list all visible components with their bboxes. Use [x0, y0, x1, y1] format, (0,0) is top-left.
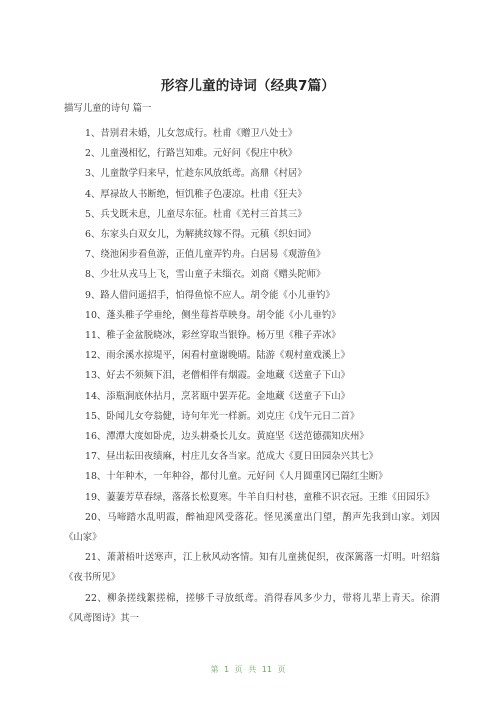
- poem-line: 12、雨余溪水掠堤平，闲看村童谢晚晴。陆游《观村童戏溪上》: [85, 350, 351, 362]
- section-heading: 描写儿童的诗句 篇一: [64, 103, 152, 114]
- poem-line: 6、东家头白双女儿，为解挑纹嫁不得。元稹《织妇词》: [85, 229, 316, 241]
- poem-line: 15、卧闻儿女夸翁健，诗句年光一样新。刘克庄《戊午元日二首》: [85, 410, 360, 422]
- poem-list: [64, 124, 440, 629]
- poem-line: 13、好去不须频下泪，老僧相伴有烟霞。金地藏《送童子下山》: [85, 370, 351, 382]
- poem-line: 11、稚子金盆脱晓冰，彩丝穿取当银铮。杨万里《稚子弄冰》: [85, 330, 341, 342]
- poem-line: 10、蓬头稚子学垂纶，侧坐莓苔草映身。胡令能《小儿垂钓》: [85, 309, 341, 321]
- page-footer: 第 1 页 共 11 页: [210, 665, 286, 674]
- poem-line: 8、少壮从戎马上飞，雪山童子未缁衣。刘商《赠头陀师》: [85, 269, 326, 281]
- poem-line: 4、厚禄故人书断绝，恒饥稚子色凄凉。杜甫《狂夫》: [85, 188, 307, 200]
- poem-line: 18、十年种木，一年种谷，都付儿童。元好问《人月圆重冈已隔红尘断》: [85, 471, 388, 483]
- poem-line: 21、萧萧梧叶送寒声，江上秋风动客情。知有儿童挑促织，夜深篱落一灯明。叶绍翁《夜书所见》: [64, 552, 440, 584]
- poem-line: 22、柳条搓线絮搓棉，搓够千寻放纸鸢。消得春风多少力，带将儿辈上青天。徐渭《风鸢图诗》其一: [64, 592, 440, 624]
- poem-line: 19、萋萋芳草春绿，落落长松夏寒。牛羊自归村巷，童稚不识衣冠。王维《田园乐》: [85, 491, 435, 503]
- poem-line: 2、儿童漫相忆，行路岂知难。元好问《倪庄中秋》: [85, 148, 298, 160]
- poem-line: 14、添瓶涧底休拈月，烹茗瓯中罢弄花。金地藏《送童子下山》: [85, 390, 351, 402]
- poem-line: 3、儿童散学归来早，忙趁东风放纸鸢。高鼎《村居》: [85, 168, 307, 180]
- poem-line: 9、路人借问遥招手，怕得鱼惊不应人。胡令能《小儿垂钓》: [85, 289, 335, 301]
- poem-line: 7、绕池闲步看鱼游，正值儿童弄钓舟。白居易《观游鱼》: [85, 249, 326, 261]
- poem-line: 17、昼出耘田夜绩麻，村庄儿女各当家。范成大《夏日田园杂兴其七》: [85, 451, 379, 463]
- poem-line: 16、潭潭大度如卧虎，边头耕桑长儿女。黄庭坚《送范德孺知庆州》: [85, 431, 369, 443]
- poem-line: 20、马啼踏水乱明霞，醉袖迎风受落花。怪见溪童出门望，鹊声先我到山家。刘因《山家》: [64, 511, 440, 544]
- poem-line: 1、昔别君未婚，儿女忽成行。杜甫《赠卫八处士》: [85, 128, 298, 139]
- page-title: 形容儿童的诗词（经典7篇）: [161, 78, 335, 94]
- poem-line: 5、兵戈既未息，儿童尽东征。杜甫《羌村三首其三》: [85, 208, 307, 220]
